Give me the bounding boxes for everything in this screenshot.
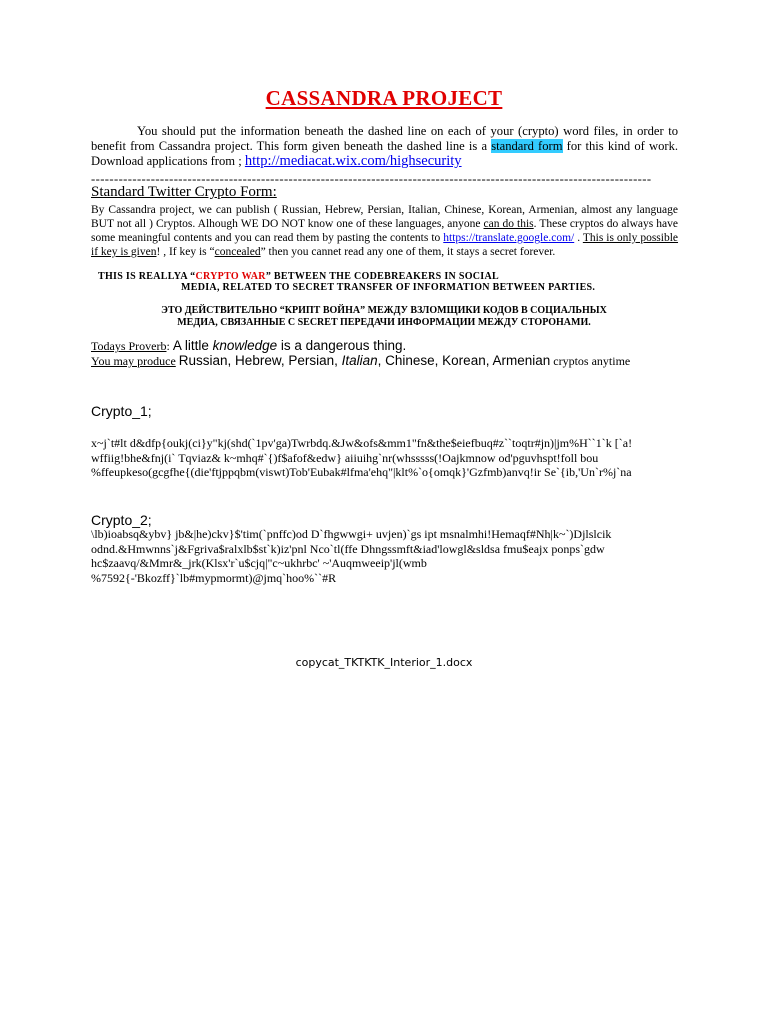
key-given-text: This is only possible if key is given [91, 232, 679, 258]
proverb-label: Todays Proverb [91, 339, 167, 353]
crypto-2-text [91, 527, 691, 585]
page-title: CASSANDRA PROJECT [265, 86, 503, 110]
todays-proverb [91, 338, 406, 354]
proverb-text [173, 338, 406, 353]
produce-label: You may produce [91, 354, 176, 368]
russian-line-1: ЭТО ДЕЙСТВИТЕЛЬНО “КРИПТ ВОЙНА” МЕЖДУ ВЗЛОМЩИКИ КОДОВ В СОЦИАЛЬНЫХ [161, 305, 607, 316]
languages-b: , Chinese, Korean, Armenian [377, 353, 551, 368]
intro-paragraph [91, 124, 678, 169]
war-text-a: THIS IS REALLYA “ [98, 271, 196, 282]
google-translate-link[interactable]: https://translate.google.com/ [443, 232, 575, 244]
crypto-2-heading: Crypto_2; [91, 512, 152, 528]
crypto-2-line: odnd.&Hmwnns`j&Fgriva$ralxlb$st`k)iz'pnl Nco`tl(ffe Dhngssmft&iad'lowgl&sldsa fmu$eajx ponps`gdw [91, 541, 605, 556]
war-text-b: ” BETWEEN THE CODEBREAKERS IN SOCIAL [265, 271, 499, 282]
produce-languages [179, 353, 550, 368]
crypto-2-line: %7592{-'Bkozff}`lb#mypmormt)@jmq`hoo%``#R [91, 570, 337, 585]
proverb-text-b: is a dangerous thing. [277, 338, 407, 353]
proverb-colon: : [166, 339, 170, 353]
form-text-5: ” then you cannet read any one of them, it stays a secret forever. [260, 246, 556, 258]
languages-a: Russian, Hebrew, Persian, [178, 353, 342, 368]
form-text-2: . These cryptos do always have some meaningful contents and you can read them by pasting the contents to [91, 218, 679, 244]
proverb-text-a: A little [172, 338, 213, 353]
form-text-1: By Cassandra project, we can publish ( Russian, Hebrew, Persian, Italian, Chinese, Korean, Armenian, almost any language BUT not all ) Cryptos. Alhough WE DO NOT know one of these languages, anyone [91, 204, 678, 230]
crypto-1-heading: Crypto_1; [91, 403, 152, 419]
standard-form-highlight: standard form [491, 139, 563, 153]
crypto-war-label: CRYPTO WAR [195, 271, 266, 282]
form-text-3: . [577, 232, 581, 244]
crypto-2-line: hc$zaavq/&Mmr&_jrk(Klsx'r`u$cjq|"c~ukhrbc' ~'Auqmweeip'jl(wmb [91, 556, 427, 570]
crypto-1-line: wffiig!bhe&fnj(i` Tqviaz& k~mhq#`{)f$afof&edw} aiiuihg`nr(whsssss(!Oajkmnow od'pguvhspt!foll bou [91, 450, 599, 465]
file-name: copycat_TKTKTK_Interior_1.docx [295, 656, 473, 669]
mediacat-link[interactable]: http://mediacat.wix.com/highsecurity [244, 153, 462, 169]
form-description [91, 203, 678, 259]
you-may-produce [91, 353, 630, 369]
form-text-4: ! , If key is “ [156, 246, 215, 258]
russian-line-2: МЕДИА, СВЯЗАННЫЕ С SECRET ПЕРЕДАЧИ ИНФОРМАЦИИ МЕЖДУ СТОРОНАМИ. [177, 317, 591, 328]
crypto-1-line: %ffeupkeso(gcgfhe{(die'ftjppqbm(viswt)Tob'Eubak#lfma'ehq"|klt%`o{omqk}'Gzfmb)anvq!ir Se`{ib,'Un`r%j`na [91, 465, 632, 479]
dashed-divider: -------------------------------------------------------------------------------------------------------------------------- [91, 172, 652, 186]
crypto-1-text [91, 436, 691, 480]
intro-text-after: for this kind of work. Download applications from ; [91, 139, 679, 168]
proverb-italic: knowledge [212, 338, 278, 353]
crypto-2-line: \lb)ioabsq&ybv} jb&|he)ckv}$'tim(`pnffc)od D`fhgwwgi+ uvjen)`gs ipt msnalmhi!Hemaqf#Nh|k~`)Djlslcik [91, 527, 612, 541]
languages-italic: Italian [341, 353, 378, 368]
can-do-this-text: can do this [483, 218, 534, 230]
intro-text-before: You should put the information beneath the dashed line on each of your (crypto) word files, in order to benefit from Cassandra project. This form given beneath the dashed line is a [91, 124, 678, 153]
crypto-war-line-2: MEDIA, RELATED TO SECRET TRANSFER OF INFORMATION BETWEEN PARTIES. [181, 282, 596, 293]
crypto-1-line: x~j`t#lt d&dfp{oukj(ci}y"kj(shd(`1pv'ga)Twrbdq.&Jw&ofs&mm1"fn&the$eiefbuq#z``toqtr#jn)|jm%H``1`k [`a! [91, 436, 633, 450]
concealed-text: concealed [214, 246, 261, 258]
form-title: Standard Twitter Crypto Form: [91, 184, 277, 200]
produce-suffix: cryptos anytime [553, 354, 631, 368]
